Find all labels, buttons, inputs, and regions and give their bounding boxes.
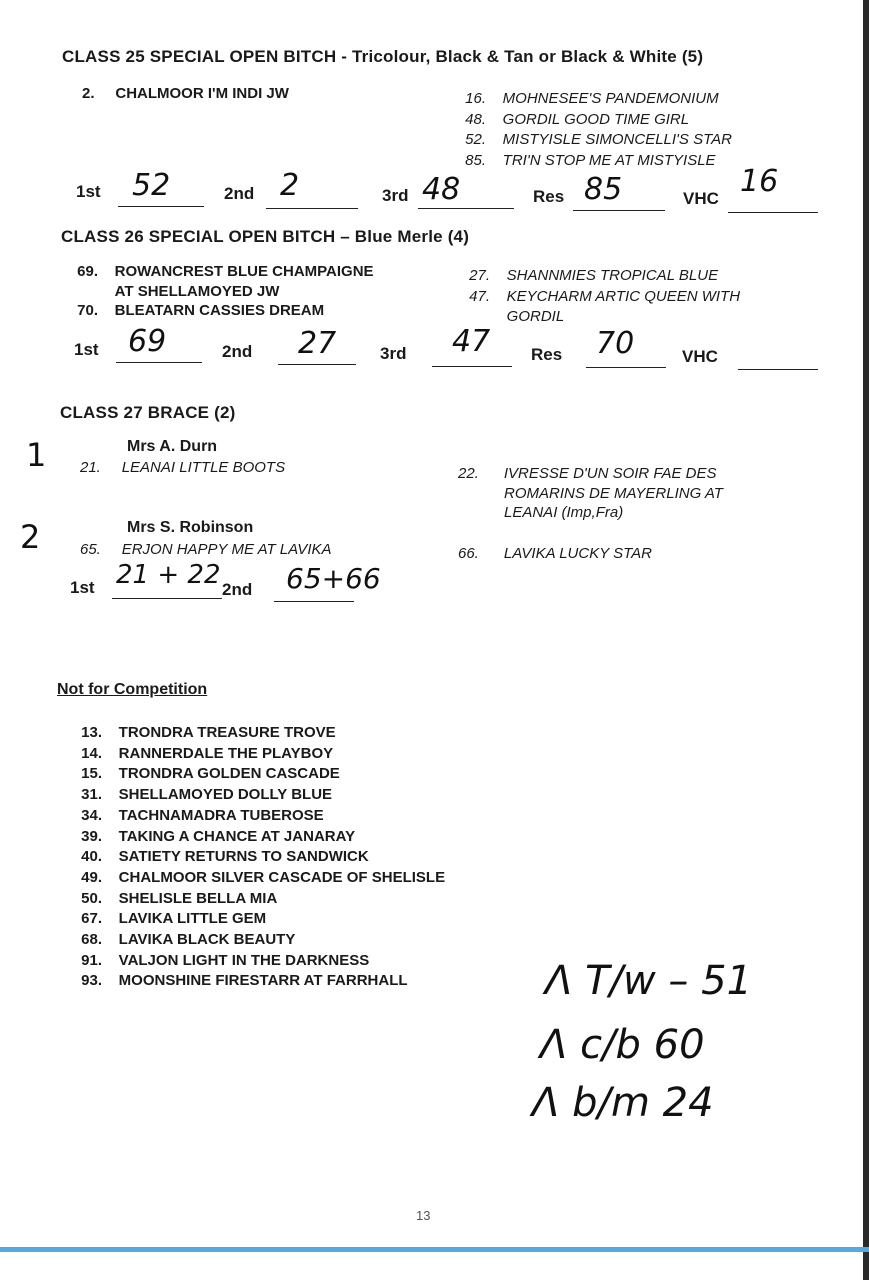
entry-number: 13. xyxy=(81,724,102,741)
entry-name: TAKING A CHANCE AT JANARAY xyxy=(118,827,356,845)
handwritten-note-tricolour: Λ T/w – 51 xyxy=(545,958,753,1004)
result-line xyxy=(266,208,358,209)
entry-name: TRONDRA TREASURE TROVE xyxy=(118,724,336,741)
list-item xyxy=(462,151,732,172)
entry-number: 39. xyxy=(81,827,102,845)
list-item xyxy=(74,282,374,302)
label-1st: 1st xyxy=(70,578,95,597)
result-line xyxy=(112,598,222,599)
entry-name: SHANNMIES TROPICAL BLUE xyxy=(506,267,719,284)
result-line xyxy=(418,208,514,209)
entry-name: CHALMOOR SILVER CASCADE OF SHELISLE xyxy=(118,868,446,886)
list-item xyxy=(462,130,732,151)
entry-number: 31. xyxy=(81,786,102,804)
class26-entries-right xyxy=(466,266,740,328)
brace1-owner: Mrs A. Durn xyxy=(127,438,218,455)
entry-number: 15. xyxy=(81,765,102,783)
entry-name: TRI'N STOP ME AT MISTYISLE xyxy=(502,151,716,169)
entry-number: 66. xyxy=(458,545,479,562)
entry-number: 93. xyxy=(81,972,102,990)
label-3rd: 3rd xyxy=(382,186,409,205)
handwritten-note-colour: Λ c/b 60 xyxy=(540,1022,705,1068)
result-line xyxy=(278,364,356,365)
result-line xyxy=(116,362,202,363)
label-3rd: 3rd xyxy=(380,344,407,363)
label-res: Res xyxy=(531,345,563,364)
entry-number: 14. xyxy=(81,744,102,762)
handwritten-result-2nd: 27 xyxy=(298,326,337,361)
result-line xyxy=(274,601,354,602)
label-res: Res xyxy=(533,187,565,206)
brace1-entry-b xyxy=(458,464,723,523)
result-line xyxy=(738,369,818,370)
entry-number: 27. xyxy=(469,267,490,284)
entry-name: MOHNESEE'S PANDEMONIUM xyxy=(502,90,719,107)
class26-heading: CLASS 26 SPECIAL OPEN BITCH – Blue Merle (4) xyxy=(61,227,470,246)
handwritten-result-vhc: 16 xyxy=(740,164,779,199)
handwritten-result-2nd: 2 xyxy=(280,168,300,203)
class25-entries-right xyxy=(462,89,732,171)
handwritten-brace-place-2: 2 xyxy=(20,518,41,556)
list-item xyxy=(466,287,740,308)
entry-number: 21. xyxy=(80,459,101,476)
class25-heading: CLASS 25 SPECIAL OPEN BITCH - Tricolour, Black & Tan or Black & White (5) xyxy=(62,47,704,66)
result-line xyxy=(432,366,512,367)
list-item xyxy=(74,301,374,321)
list-item xyxy=(78,868,445,889)
list-item xyxy=(78,930,445,951)
list-item xyxy=(78,889,445,910)
list-item xyxy=(78,971,445,992)
class26-entries-left xyxy=(74,262,374,321)
entry-number: 50. xyxy=(81,889,102,907)
page-edge-shadow xyxy=(863,0,869,1280)
list-item xyxy=(78,827,445,848)
list-item xyxy=(78,744,445,765)
entry-name-line: IVRESSE D'UN SOIR FAE DES xyxy=(503,465,717,482)
list-item xyxy=(78,951,445,972)
result-line xyxy=(118,206,204,207)
not-for-competition-list xyxy=(78,723,445,992)
handwritten-brace-result-2nd: 65+66 xyxy=(286,562,381,595)
list-item xyxy=(78,909,445,930)
label-1st: 1st xyxy=(76,182,101,201)
label-vhc: VHC xyxy=(683,189,719,208)
entry-number: 16. xyxy=(465,90,486,107)
page-bottom-stripe xyxy=(0,1247,869,1252)
handwritten-result-3rd: 47 xyxy=(452,324,491,359)
entry-name: TACHNAMADRA TUBEROSE xyxy=(118,806,324,824)
list-item xyxy=(78,764,445,785)
entry-name: RANNERDALE THE PLAYBOY xyxy=(118,744,334,762)
entry-number: 48. xyxy=(465,110,486,128)
brace2-owner: Mrs S. Robinson xyxy=(127,519,254,536)
result-line xyxy=(728,212,818,213)
brace2-entry-a xyxy=(80,541,332,558)
handwritten-brace-result-1st: 21 + 22 xyxy=(116,560,221,590)
entry-name: LEANAI LITTLE BOOTS xyxy=(121,459,286,476)
label-vhc: VHC xyxy=(682,347,718,366)
entry-name: GORDIL GOOD TIME GIRL xyxy=(502,110,690,128)
label-2nd: 2nd xyxy=(224,184,255,203)
label-1st: 1st xyxy=(74,340,99,359)
entry-name: BLEATARN CASSIES DREAM xyxy=(114,302,325,319)
entry-number: 2. xyxy=(82,85,95,102)
entry-name: LAVIKA BLACK BEAUTY xyxy=(118,931,296,949)
handwritten-result-res: 70 xyxy=(596,326,635,361)
entry-number: 47. xyxy=(469,287,490,305)
entry-number: 22. xyxy=(458,465,479,482)
handwritten-result-3rd: 48 xyxy=(422,172,461,207)
label-2nd: 2nd xyxy=(222,342,253,361)
entry-number: 70. xyxy=(77,302,98,319)
entry-name: MISTYISLE SIMONCELLI'S STAR xyxy=(502,131,732,148)
entry-number: 49. xyxy=(81,868,102,886)
entry-number: 65. xyxy=(80,541,101,558)
entry-name: SATIETY RETURNS TO SANDWICK xyxy=(118,848,369,866)
list-item xyxy=(74,262,374,282)
entry-number: 91. xyxy=(81,951,102,969)
list-item xyxy=(78,723,445,744)
handwritten-brace-place-1: 1 xyxy=(26,436,47,474)
entry-number: 40. xyxy=(81,848,102,866)
result-line xyxy=(586,367,666,368)
entry-name: LAVIKA LITTLE GEM xyxy=(118,910,267,928)
handwritten-result-res: 85 xyxy=(584,172,623,207)
entry-name-line: ROMARINS DE MAYERLING AT xyxy=(504,484,723,502)
list-item xyxy=(462,110,732,131)
entry-name: ERJON HAPPY ME AT LAVIKA xyxy=(121,541,332,558)
entry-name: MOONSHINE FIRESTARR AT FARRHALL xyxy=(118,972,408,990)
brace1-entry-a xyxy=(80,459,285,476)
entry-name: ROWANCREST BLUE CHAMPAIGNE xyxy=(114,263,374,280)
entry-name: SHELISLE BELLA MIA xyxy=(118,889,278,907)
handwritten-note-merle: Λ b/m 24 xyxy=(532,1080,714,1126)
class25-entry-left-0 xyxy=(82,85,289,102)
entry-number: 69. xyxy=(77,263,98,280)
entry-name: LAVIKA LUCKY STAR xyxy=(503,545,652,562)
entry-name-line: LEANAI (Imp,Fra) xyxy=(504,504,624,521)
list-item xyxy=(466,266,740,287)
entry-name: GORDIL xyxy=(506,308,565,325)
list-item xyxy=(462,89,732,110)
list-item xyxy=(78,806,445,827)
entry-name: KEYCHARM ARTIC QUEEN WITH xyxy=(506,287,741,305)
brace2-entry-b xyxy=(458,545,652,562)
list-item xyxy=(466,307,740,328)
entry-name: SHELLAMOYED DOLLY BLUE xyxy=(118,786,333,804)
class27-heading: CLASS 27 BRACE (2) xyxy=(60,403,236,422)
entry-name: CHALMOOR I'M INDI JW xyxy=(115,85,289,102)
handwritten-result-1st: 52 xyxy=(132,168,171,203)
list-item xyxy=(78,847,445,868)
entry-number: 85. xyxy=(465,151,486,169)
label-2nd: 2nd xyxy=(222,580,253,599)
result-line xyxy=(573,210,665,211)
entry-number: 52. xyxy=(465,131,486,148)
entry-name: VALJON LIGHT IN THE DARKNESS xyxy=(118,951,370,969)
not-for-competition-heading: Not for Competition xyxy=(57,681,208,698)
entry-number: 67. xyxy=(81,910,102,928)
entry-number: 68. xyxy=(81,931,102,949)
page-number: 13 xyxy=(416,1208,431,1223)
entry-number: 34. xyxy=(81,806,102,824)
handwritten-result-1st: 69 xyxy=(128,324,167,359)
list-item xyxy=(78,785,445,806)
entry-name: AT SHELLAMOYED JW xyxy=(114,282,280,300)
entry-name: TRONDRA GOLDEN CASCADE xyxy=(118,765,340,783)
